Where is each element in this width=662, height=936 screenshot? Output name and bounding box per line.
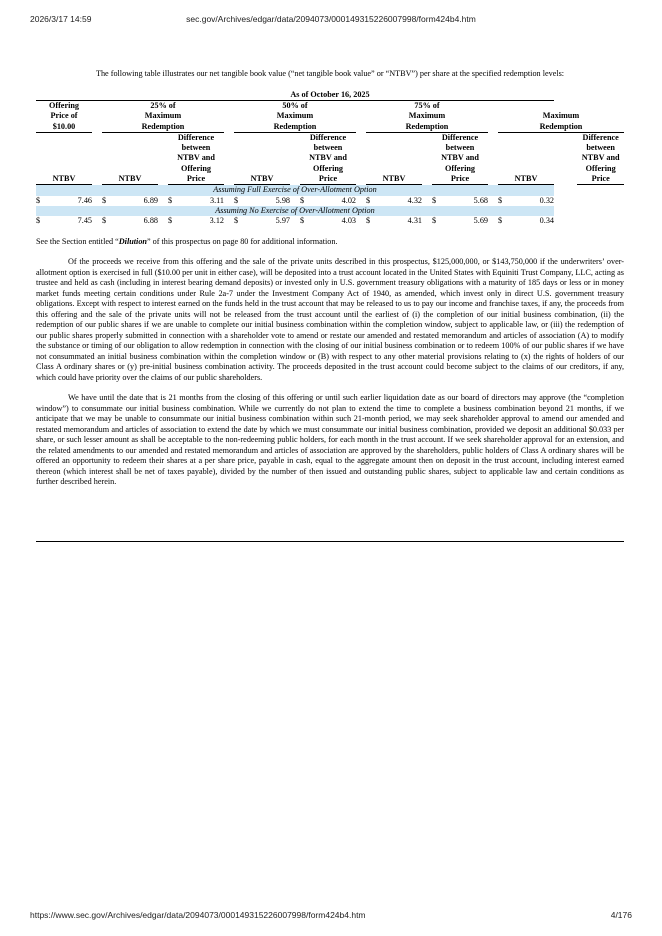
difference-header: Difference between NTBV and Offering Price — [577, 132, 624, 184]
table-header-row-2 — [36, 132, 624, 184]
ntbv-header: NTBV — [234, 132, 290, 184]
table-header-row-1 — [36, 101, 624, 132]
page-url-header: sec.gov/Archives/edgar/data/2094073/000149315226007998/form424b4.htm — [186, 14, 476, 24]
dilution-reference: See the Section entitled “Dilution” of this prospectus on page 80 for additional information. — [36, 236, 338, 246]
redemption-25-header: 25% of Maximum Redemption — [102, 101, 224, 132]
dilution-link-text: Dilution — [118, 236, 147, 246]
difference-header: Difference between NTBV and Offering Price — [432, 132, 488, 184]
as-of-date: As of October 16, 2025 — [290, 89, 370, 99]
page-url-footer: https://www.sec.gov/Archives/edgar/data/2094073/000149315226007998/form424b4.htm — [30, 910, 366, 920]
redemption-50-header: 50% of Maximum Redemption — [234, 101, 356, 132]
trust-account-paragraph: Of the proceeds we receive from this offering and the sale of the private units described in this prospectus, $125,000,000, or $143,750,000 if the underwriters’ over-allotment option is exercised in full ($10.00 per unit in either case), will be deposited into a trust account located in the United States with Equiniti Trust Company, LLC, acting as trustee and held as cash (including in interest bearing demand deposits) or invested only in U.S. government treasury obligations with a maturity of 185 days or less or in money market funds meeting certain conditions under Rule 2a-7 under the Investment Company Act of 1940, as amended, which invest only in direct U.S. government treasury obligations. Except with respect to interest earned on the funds held in the trust account that may be released to us to pay our income and franchise taxes, if any, the proceeds from this offering and the sale of the private units will not be released from the trust account until the earliest of (i) the completion of our initial business combination, (ii) the redemption of our public shares if we are unable to complete our initial business combination within the completion window, subject to applicable law, or (iii) the redemption of our public shares properly submitted in connection with a shareholder vote to amend or restate our amended and restated memorandum and articles of association (A) to modify the substance or timing of our obligation to allow redemption in connection with the closing of our initial business combination or to redeem 100% of our public shares if we have not consummated an initial business combination within the completion window or (B) with respect to any other material provisions relating to (x) the rights of holders of our Class A ordinary shares or (y) pre-initial business combination activity. The proceeds deposited in the trust account could become subject to the claims of our creditors, if any, which could have priority over the claims of our public shareholders. — [36, 257, 624, 382]
difference-header: Difference between NTBV and Offering Price — [168, 132, 224, 184]
ntbv-header: NTBV — [36, 132, 92, 184]
completion-window-paragraph: We have until the date that is 21 months from the closing of this offering or until such earlier liquidation date as our board of directors may approve (the “completion window”) to consummate our initial business combination. While we currently do not plan to extend the time to complete a business combination beyond 21 months, if we anticipate that we may be unable to consummate our initial business combination within such 21-month period, we may seek shareholder approval to amend our amended and restated memorandum and articles of association to extend the date by which we must consummate our initial business combination, provided we deposit an additional $0.033 per share, or such lesser amount as shall be acceptable to the non-redeeming public holders, for each month in the trust account. If we seek shareholder approval for an extension, and the related amendments to our amended and restated memorandum and articles of association are approved by the shareholders, public holders of Class A ordinary shares will be offered an opportunity to redeem their shares at a per share price, payable in cash, equal to the aggregate amount then on deposit in the trust account, including interest earned thereon (which interest shall be net of taxes payable), divided by the number of then issued and outstanding public shares, subject to applicable law and certain conditions as further described herein. — [36, 393, 624, 487]
redemption-max-header: Maximum Redemption — [498, 101, 624, 132]
ntbv-table — [36, 100, 624, 227]
redemption-75-header: 75% of Maximum Redemption — [366, 101, 488, 132]
ntbv-header: NTBV — [498, 132, 554, 184]
ntbv-header: NTBV — [102, 132, 158, 184]
offering-price-header: Offering Price of $10.00 — [36, 101, 92, 132]
page-number: 4/176 — [610, 910, 632, 920]
section-divider — [36, 541, 624, 542]
table-row: $ 7.45 $ 6.88 $ 3.12 $ 5.97 $ 4.03 $ 4.31 $ 5.69 $ 0.34 — [36, 216, 554, 226]
intro-text: The following table illustrates our net tangible book value (“net tangible book value” or “NTBV”) per share at the specified redemption levels: — [95, 69, 565, 78]
table-row: $ 7.46 $ 6.89 $ 3.11 $ 5.98 $ 4.02 $ 4.32 $ 5.68 $ 0.32 — [36, 195, 554, 205]
no-exercise-band: Assuming No Exercise of Over-Allotment Option — [36, 206, 624, 216]
ntbv-header: NTBV — [366, 132, 422, 184]
document-body — [36, 69, 624, 488]
difference-header: Difference between NTBV and Offering Price — [300, 132, 356, 184]
print-datetime: 2026/3/17 14:59 — [30, 14, 92, 24]
full-exercise-band: Assuming Full Exercise of Over-Allotment Option — [36, 185, 624, 196]
